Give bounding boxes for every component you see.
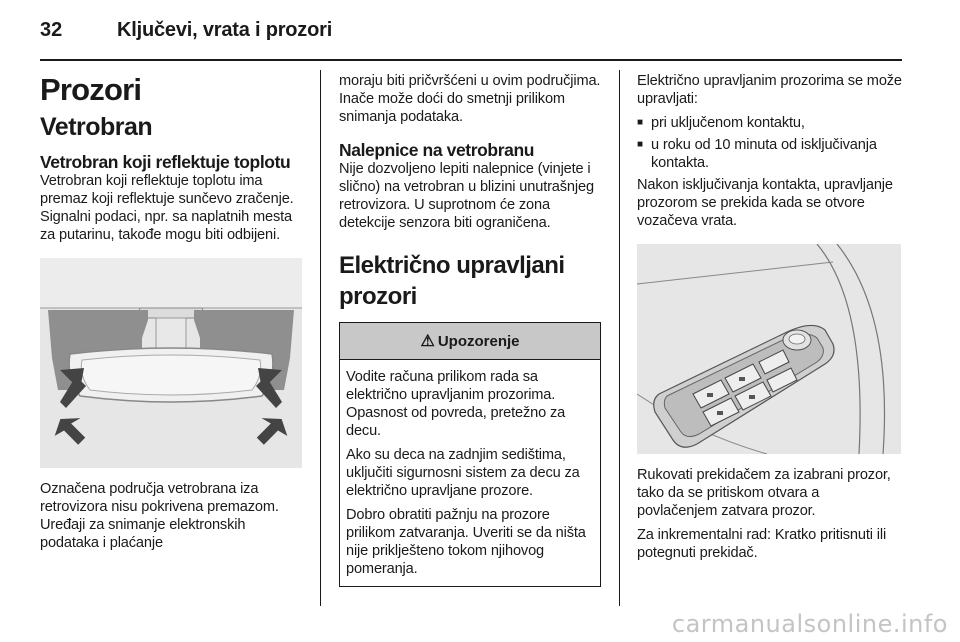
page-number: 32: [40, 19, 63, 41]
warning-box: [339, 322, 601, 587]
subsection-heading-vetrobran: Vetrobran: [40, 113, 153, 141]
column-divider: [320, 70, 321, 606]
figure-caption-switch: Rukovati prekidačem za izabrani prozor, tako da se pritiskom otvara a povlačenjem zatvara prozor.: [637, 467, 891, 519]
paragraph-stickers: Nije dozvoljeno lepiti nalepnice (vinjete i slično) na vetrobran u blizini unutrašnjeg retrovizora. U suprotnom će zona detekcije senzora biti ograničena.: [339, 161, 594, 231]
paragraph-after-ignition: Nakon isključivanja kontakta, upravljanje prozorom se prekida kada se otvore vozačeva vrata.: [637, 177, 893, 229]
condition-list: [637, 114, 903, 172]
figure-caption-mirror: Označena područja vetrobrana iza retrovizora nisu pokrivena premazom. Uređaji za snimanje elektronskih podataka i plaćanje: [40, 481, 279, 551]
section-heading-prozori: Prozori: [40, 72, 142, 107]
watermark: carmanualsonline.info: [671, 610, 948, 638]
list-item: [637, 114, 903, 132]
topic-heading-heat-reflecting: Vetrobran koji reflektuje toplotu: [40, 152, 291, 172]
rearview-mirror-illustration: [40, 258, 302, 468]
bullet-square-icon: ■: [637, 139, 643, 150]
warning-body: [340, 360, 600, 586]
subsection-heading-power-windows: Električno upravljani prozori: [339, 252, 565, 310]
bullet-square-icon: ■: [637, 117, 643, 128]
column-2: [339, 72, 601, 587]
list-item: [637, 136, 903, 172]
warning-header: [340, 323, 600, 360]
list-item-text: u roku od 10 minuta od isključivanja kontakta.: [651, 137, 877, 171]
warning-paragraph: Dobro obratiti pažnju na prozore prilikom zatvaranja. Uveriti se da ništa nije priklješteno tokom njihovog pomeranja.: [346, 507, 586, 577]
paragraph-intro: Električno upravljanim prozorima se može upravljati:: [637, 73, 902, 107]
warning-triangle-icon: ⚠: [420, 333, 435, 350]
door-switch-panel-drawing: [637, 244, 901, 454]
header-rule: [40, 59, 902, 61]
page-header-title: Ključevi, vrata i prozori: [117, 19, 333, 41]
paragraph-heat-reflecting: Vetrobran koji reflektuje toplotu ima premaz koji reflektuje sunčevo zračenje. Signalni podaci, npr. sa naplatnih mesta za putarinu, takođe mogu biti odbijeni.: [40, 173, 294, 243]
warning-paragraph: Ako su deca na zadnjim sedištima, uključiti sigurnosni sistem za decu za električno upravljane prozore.: [346, 447, 580, 499]
topic-heading-stickers: Nalepnice na vetrobranu: [339, 140, 535, 160]
window-switch-illustration: [637, 244, 901, 454]
column-divider: [619, 70, 620, 606]
list-item-text: pri uključenom kontaktu,: [651, 115, 805, 131]
column-1: [40, 72, 304, 552]
column-3: [637, 72, 903, 562]
warning-title: Upozorenje: [437, 332, 520, 350]
paragraph-continued: moraju biti pričvršćeni u ovim područjima. Inače može doći do smetnji prilikom snimanja podataka.: [339, 73, 601, 125]
paragraph-incremental: Za inkrementalni rad: Kratko pritisnuti ili potegnuti prekidač.: [637, 527, 887, 561]
rearview-mirror-drawing: [40, 258, 302, 468]
warning-paragraph: Vodite računa prilikom rada sa električno upravljanim prozorima. Opasnost od povreda, pretežno za decu.: [346, 369, 566, 439]
